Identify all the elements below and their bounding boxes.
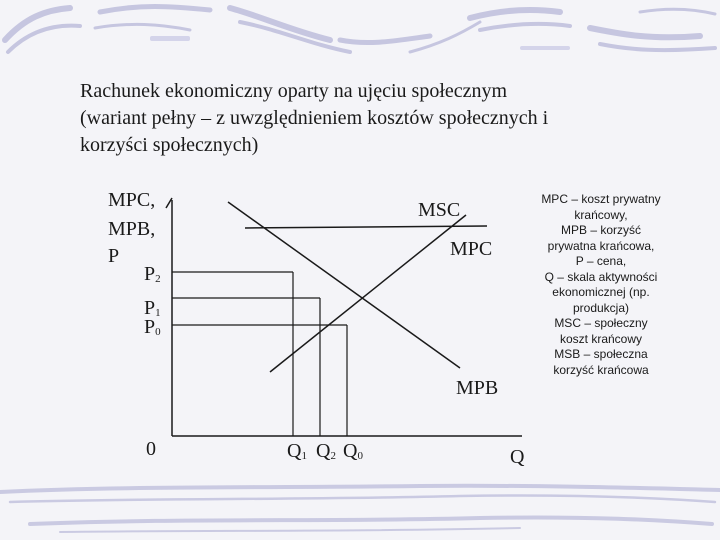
legend-line: MSB – społeczna — [554, 347, 648, 361]
mpc-label: MPC — [450, 238, 493, 260]
legend-line: P – cena, — [575, 254, 627, 268]
price-label-p0: $P_0$ — [144, 316, 161, 338]
legend-line: krańcowy, — [574, 207, 628, 222]
legend-line: ekonomicznej (np. — [552, 285, 650, 299]
decorative-footer — [0, 480, 720, 540]
mpb-label: MPB — [456, 377, 499, 399]
price-label-p1: $P_1$ — [144, 297, 161, 319]
price-label-p2: $P_2$ — [144, 263, 161, 285]
y-axis-arrowhead — [166, 198, 172, 208]
msc-label: MSC — [418, 199, 461, 221]
origin-label: 0 — [146, 438, 156, 460]
legend-line: koszt krańcowy — [559, 331, 643, 346]
legend-line: Q – skala aktywności — [544, 269, 658, 284]
legend-line: MPB – korzyść — [560, 223, 641, 237]
legend — [526, 192, 676, 378]
msc-curve — [270, 215, 466, 372]
quantity-label-q2: $Q_2$ — [316, 440, 336, 462]
title-line: Rachunek ekonomiczny oparty na ujęciu społecznym — [80, 80, 508, 102]
quantity-label-q1: $Q_1$ — [287, 440, 307, 462]
quantity-label-q0: $Q_0$ — [343, 440, 363, 462]
y-axis-label: MPB, — [108, 218, 156, 240]
legend-line: produkcja) — [572, 300, 630, 315]
legend-line: korzyść krańcowa — [553, 362, 649, 377]
title-line: korzyści społecznych) — [80, 134, 259, 156]
x-axis-label: Q — [510, 446, 525, 468]
legend-line: MSC – społeczny — [554, 316, 648, 330]
legend-line: MPC – koszt prywatny — [541, 192, 661, 206]
y-axis-label: P — [108, 245, 120, 267]
y-axis-label: MPC, — [108, 189, 156, 211]
legend-line: prywatna krańcowa, — [547, 238, 655, 253]
title-line: (wariant pełny – z uwzględnieniem kosztów społecznych i — [80, 107, 549, 129]
